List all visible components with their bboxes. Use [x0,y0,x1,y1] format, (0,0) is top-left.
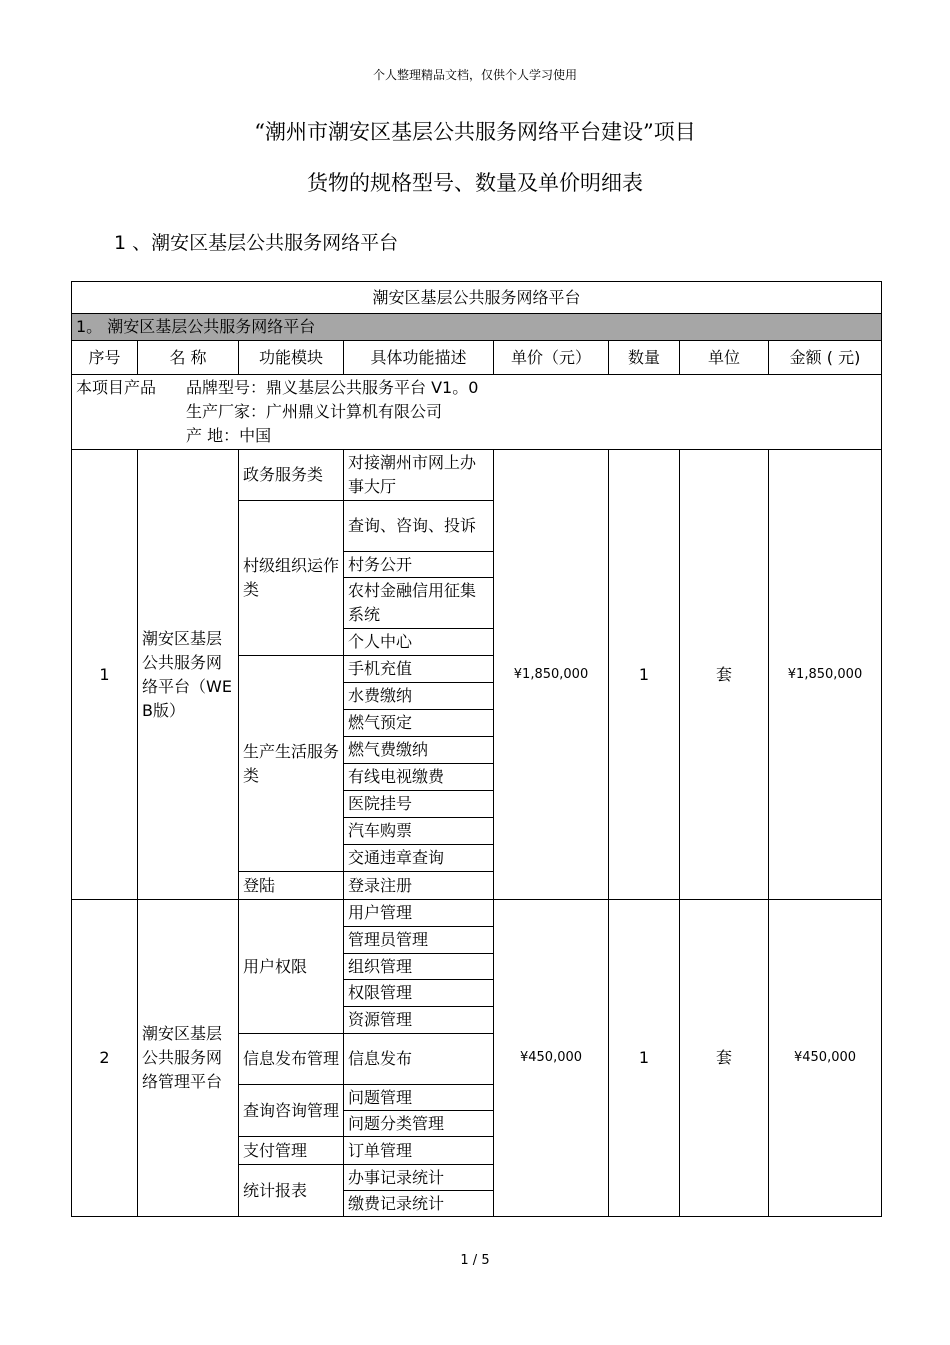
table-row [72,900,882,927]
module-name: 用户权限 [239,900,344,1034]
function-description: 缴费记录统计 [344,1191,494,1217]
row-product-name: 潮安区基层公共服务网络管理平台 [138,900,239,1217]
function-description: 用户管理 [344,900,494,927]
module-name: 支付管理 [239,1137,344,1165]
module-name: 登陆 [239,872,344,900]
info-origin-value: 中国 [239,426,272,445]
function-description: 农村金融信用征集系统 [344,578,494,629]
module-name: 查询咨询管理 [239,1085,344,1137]
info-brand-value: 鼎义基层公共服务平台 V1。0 [266,378,479,397]
row-unit: 套 [680,900,769,1217]
product-info-row [72,375,882,450]
row-number: 1 [72,450,138,900]
doc-title-line2: 货物的规格型号、数量及单价明细表 [307,171,643,195]
function-description: 组织管理 [344,954,494,980]
doc-title-line1: “潮州市潮安区基层公共服务网络平台建设”项目 [254,120,696,144]
module-name: 统计报表 [239,1165,344,1217]
function-description: 订单管理 [344,1137,494,1165]
row-amount: ¥1,850,000 [769,450,882,900]
function-description: 问题管理 [344,1085,494,1111]
header-price: 单价（元） [494,341,609,375]
product-info [72,375,882,450]
header-unit: 单位 [680,341,769,375]
header-description: 具体功能描述 [344,341,494,375]
function-description: 登录注册 [344,872,494,900]
table-row [72,450,882,501]
module-name: 政务服务类 [239,450,344,501]
function-description: 燃气预定 [344,710,494,737]
function-description: 问题分类管理 [344,1111,494,1137]
function-description: 查询、咨询、投诉 [344,501,494,552]
function-description: 医院挂号 [344,791,494,818]
info-maker-value: 广州鼎义计算机有限公司 [266,402,443,421]
row-price: ¥1,850,000 [494,450,609,900]
header-note: 个人整理精品文档，仅供个人学习使用 [372,68,577,82]
header-qty: 数量 [609,341,680,375]
row-unit: 套 [680,450,769,900]
function-description: 燃气费缴纳 [344,737,494,764]
header-no: 序号 [72,341,138,375]
spec-table [71,281,882,1217]
row-price: ¥450,000 [494,900,609,1217]
row-quantity: 1 [609,900,680,1217]
module-name: 信息发布管理 [239,1034,344,1085]
function-description: 手机充值 [344,656,494,683]
page-number: 1 / 5 [460,1253,490,1268]
table-header-row [72,341,882,375]
table-title: 潮安区基层公共服务网络平台 [72,282,882,314]
function-description: 村务公开 [344,552,494,578]
table-subtitle-row [72,314,882,341]
function-description: 管理员管理 [344,927,494,954]
row-amount: ¥450,000 [769,900,882,1217]
info-maker-key: 生产厂家： [186,402,267,421]
table-title-row [72,282,882,314]
row-product-name: 潮安区基层公共服务网络平台（WEB版） [138,450,239,900]
function-description: 汽车购票 [344,818,494,845]
row-quantity: 1 [609,450,680,900]
row-number: 2 [72,900,138,1217]
module-name: 村级组织运作类 [239,501,344,656]
function-description: 信息发布 [344,1034,494,1085]
function-description: 权限管理 [344,980,494,1007]
info-brand-key: 品牌型号： [186,378,267,397]
function-description: 交通违章查询 [344,845,494,872]
function-description: 办事记录统计 [344,1165,494,1191]
function-description: 水费缴纳 [344,683,494,710]
function-description: 个人中心 [344,629,494,656]
function-description: 有线电视缴费 [344,764,494,791]
table-subtitle: 1。 潮安区基层公共服务网络平台 [72,314,882,341]
info-label: 本项目产品 [76,378,157,397]
info-origin-key: 产 地： [186,426,240,445]
function-description: 资源管理 [344,1007,494,1034]
header-amount: 金额 ( 元) [769,341,882,375]
module-name: 生产生活服务类 [239,656,344,872]
section-heading: 1 、潮安区基层公共服务网络平台 [114,232,399,254]
header-name: 名 称 [138,341,239,375]
header-module: 功能模块 [239,341,344,375]
function-description: 对接潮州市网上办事大厅 [344,450,494,501]
